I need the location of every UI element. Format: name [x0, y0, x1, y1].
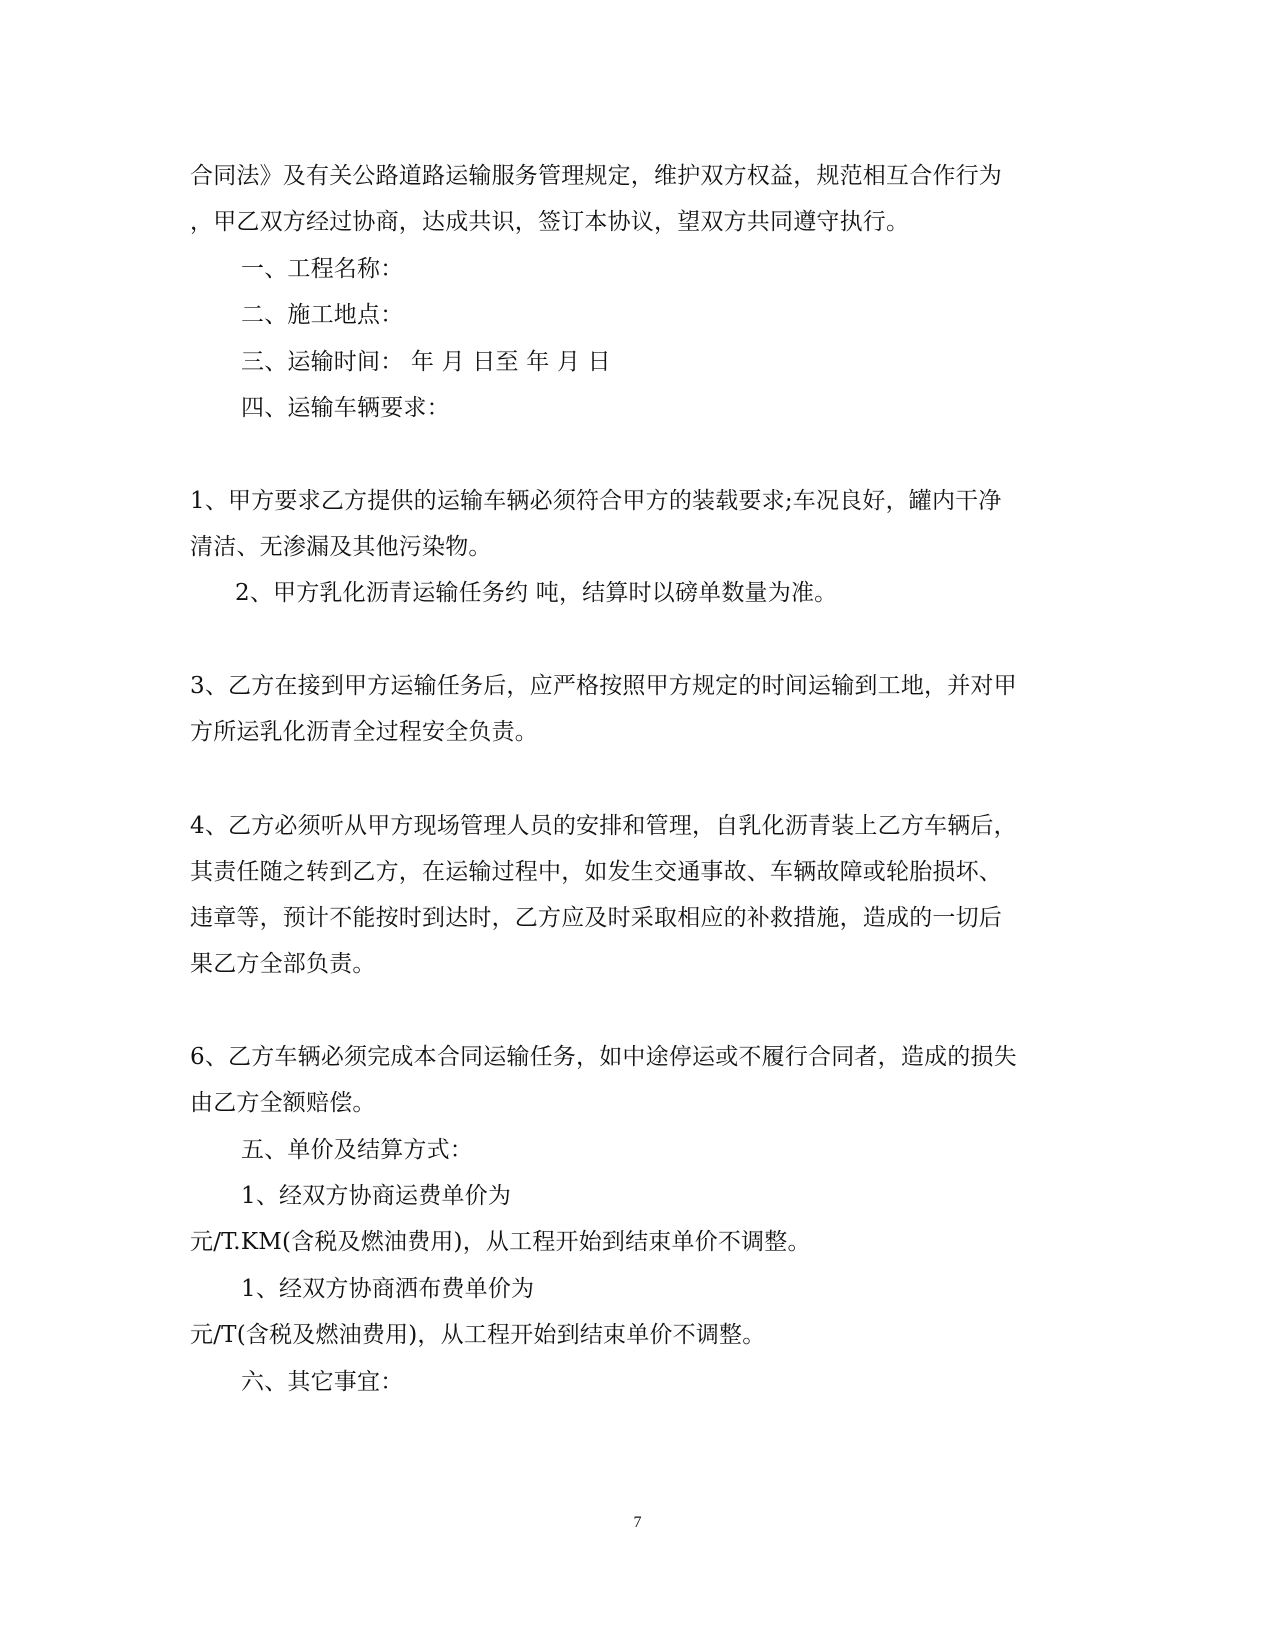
clause-4-line: 违章等，预计不能按时到达时，乙方应及时采取相应的补救措施，造成的一切后 [190, 905, 1002, 931]
clause-4-line: 其责任随之转到乙方，在运输过程中，如发生交通事故、车辆故障或轮胎损坏、 [190, 859, 1002, 885]
body-text-line: 合同法》及有关公路道路运输服务管理规定，维护双方权益，规范相互合作行为 [190, 163, 1002, 189]
clause-6-line: 由乙方全额赔偿。 [190, 1090, 376, 1116]
price-clause-line: 1、经双方协商运费单价为 [241, 1183, 512, 1209]
body-text-line: ，甲乙双方经过协商，达成共识，签订本协议，望双方共同遵守执行。 [190, 209, 910, 235]
page-number: 7 [633, 1514, 642, 1531]
clause-6-line: 6、乙方车辆必须完成本合同运输任务，如中途停运或不履行合同者，造成的损失 [190, 1044, 1017, 1070]
section-heading-project-name: 一、工程名称： [241, 256, 404, 282]
price-clause-line: 1、经双方协商洒布费单价为 [241, 1276, 535, 1302]
clause-1-line: 1、甲方要求乙方提供的运输车辆必须符合甲方的装载要求;车况良好，罐内干净 [190, 488, 1002, 514]
clause-1-line: 清洁、无渗漏及其他污染物。 [190, 534, 492, 560]
clause-3-line: 方所运乳化沥青全过程安全负责。 [190, 719, 538, 745]
price-clause-line: 元/T(含税及燃油费用)，从工程开始到结束单价不调整。 [190, 1322, 766, 1348]
clause-4-line: 4、乙方必须听从甲方现场管理人员的安排和管理，自乳化沥青装上乙方车辆后， [190, 813, 1017, 839]
section-heading-other-matters: 六、其它事宜： [241, 1369, 404, 1395]
clause-4-line: 果乙方全部负责。 [190, 951, 376, 977]
section-heading-transport-time: 三、运输时间： 年 月 日至 年 月 日 [241, 349, 611, 375]
clause-2-line: 2、甲方乳化沥青运输任务约 吨，结算时以磅单数量为准。 [235, 580, 838, 606]
section-heading-vehicle-requirements: 四、运输车辆要求： [241, 395, 450, 421]
section-heading-construction-site: 二、施工地点： [241, 302, 404, 328]
price-clause-line: 元/T.KM(含税及燃油费用)，从工程开始到结束单价不调整。 [190, 1229, 811, 1255]
section-heading-unit-price: 五、单价及结算方式： [241, 1137, 473, 1163]
clause-3-line: 3、乙方在接到甲方运输任务后，应严格按照甲方规定的时间运输到工地，并对甲 [190, 673, 1017, 699]
